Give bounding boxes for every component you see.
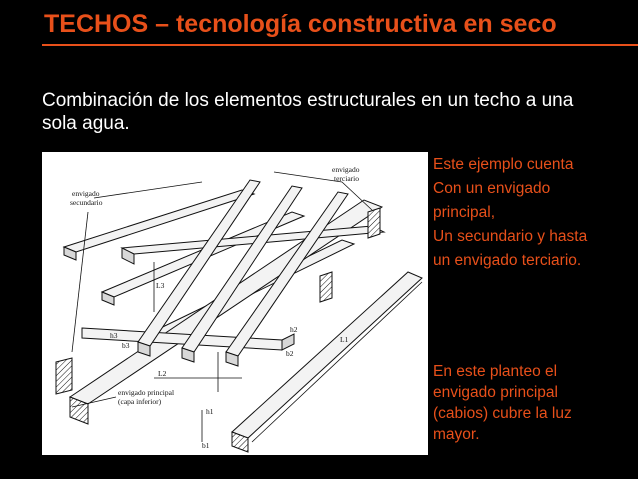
label-L2: L2 <box>158 369 167 378</box>
label-envigado-principal-2: (capa inferior) <box>118 397 162 406</box>
label-h3: h3 <box>110 331 118 340</box>
title-divider <box>42 44 638 46</box>
label-h1: h1 <box>206 407 214 416</box>
caption-top-line: Este ejemplo cuenta <box>433 156 574 173</box>
title-bar <box>0 0 638 44</box>
label-b1: b1 <box>202 441 210 450</box>
label-envigado-principal: envigado principal <box>118 388 175 397</box>
caption-bottom-line: mayor. <box>433 426 480 443</box>
caption-bottom-line: envigado principal <box>433 384 558 401</box>
caption-top-line: un envigado terciario. <box>433 252 582 269</box>
label-L3: L3 <box>156 281 165 290</box>
caption-top <box>433 153 623 273</box>
label-envigado-secundario: envigado <box>72 189 100 198</box>
roof-structure-drawing <box>42 152 428 455</box>
caption-top-line: principal, <box>433 204 496 221</box>
caption-top-line: Con un envigado <box>433 180 551 197</box>
label-b3: b3 <box>122 341 130 350</box>
slide-title: TECHOS – tecnología constructiva en seco <box>44 10 557 38</box>
label-envigado-secundario-2: secundario <box>70 198 103 207</box>
slide-subtitle: Combinación de los elementos estructurales en un techo a una sola agua. <box>42 90 574 134</box>
label-envigado-terciario: envigado <box>332 165 360 174</box>
label-h2: h2 <box>290 325 298 334</box>
caption-top-line: Un secundario y hasta <box>433 228 588 245</box>
label-L1: L1 <box>340 335 349 344</box>
caption-bottom-line: (cabios) cubre la luz <box>433 405 572 422</box>
roof-structure-diagram <box>42 152 428 455</box>
caption-bottom-line: En este planteo el <box>433 363 558 380</box>
label-b2: b2 <box>286 349 294 358</box>
label-envigado-terciario-2: terciario <box>334 174 359 183</box>
caption-bottom <box>433 361 623 445</box>
